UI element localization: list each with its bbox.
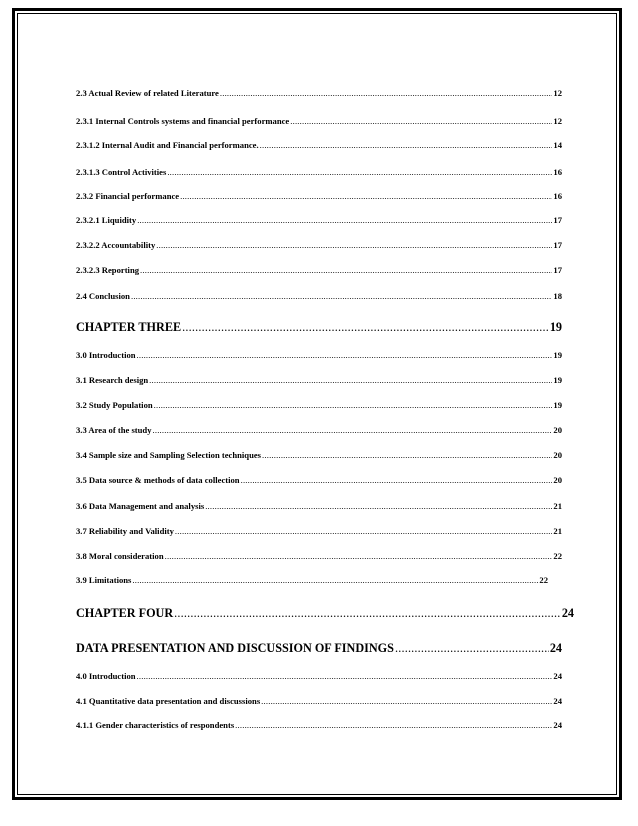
toc-entry-page: 16 bbox=[553, 167, 562, 177]
toc-entry-page: 21 bbox=[553, 501, 562, 511]
toc-entry-page: 19 bbox=[553, 350, 562, 360]
toc-entry-page: 24 bbox=[549, 641, 562, 655]
leader-dots bbox=[131, 291, 552, 301]
toc-entry-label: 3.2 Study Population bbox=[76, 400, 153, 410]
toc-entry-page: 21 bbox=[553, 526, 562, 536]
toc-entry-page: 22 bbox=[553, 551, 562, 561]
toc-entry-page: 24 bbox=[553, 671, 562, 681]
toc-chapter-heading bbox=[76, 606, 574, 621]
toc-entry bbox=[76, 575, 548, 585]
toc-entry bbox=[76, 215, 562, 225]
toc-entry-label: 2.4 Conclusion bbox=[76, 291, 130, 301]
leader-dots bbox=[154, 400, 553, 410]
leader-dots bbox=[167, 167, 552, 177]
leader-dots bbox=[260, 140, 553, 150]
leader-dots bbox=[137, 671, 553, 681]
toc-entry bbox=[76, 696, 562, 706]
leader-dots bbox=[205, 501, 552, 511]
toc-entry bbox=[76, 291, 562, 301]
toc-entry bbox=[76, 425, 562, 435]
toc-entry-page: 19 bbox=[553, 400, 562, 410]
leader-dots bbox=[241, 475, 553, 485]
toc-entry bbox=[76, 720, 562, 730]
toc-entry-label: 3.7 Reliability and Validity bbox=[76, 526, 174, 536]
toc-entry-label: 2.3.1.2 Internal Audit and Financial performance. bbox=[76, 140, 259, 150]
toc-entry bbox=[76, 191, 562, 201]
toc-chapter-heading bbox=[76, 641, 562, 656]
leader-dots bbox=[149, 375, 552, 385]
toc-entry bbox=[76, 501, 562, 511]
toc-entry bbox=[76, 265, 562, 275]
leader-dots bbox=[262, 450, 552, 460]
toc-entry bbox=[76, 88, 562, 98]
toc-entry-label: 3.6 Data Management and analysis bbox=[76, 501, 205, 511]
toc-entry-page: 20 bbox=[553, 475, 562, 485]
toc-entry-label: 2.3.2.1 Liquidity bbox=[76, 215, 137, 225]
leader-dots bbox=[165, 551, 553, 561]
leader-dots bbox=[290, 116, 552, 126]
toc-entry-label: 3.9 Limitations bbox=[76, 575, 132, 585]
toc-entry bbox=[76, 526, 562, 536]
leader-dots bbox=[235, 720, 552, 730]
toc-entry-page: 19 bbox=[549, 320, 562, 334]
leader-dots bbox=[220, 88, 553, 98]
leader-dots bbox=[261, 696, 552, 706]
toc-entry bbox=[76, 475, 562, 485]
toc-entry-page: 24 bbox=[553, 720, 562, 730]
toc-entry bbox=[76, 167, 562, 177]
toc-chapter-heading bbox=[76, 320, 562, 335]
toc-entry-label: CHAPTER FOUR bbox=[76, 606, 174, 620]
toc-entry-label: 2.3 Actual Review of related Literature bbox=[76, 88, 219, 98]
leader-dots bbox=[180, 191, 552, 201]
leader-dots bbox=[132, 575, 538, 585]
toc-entry-label: 2.3.1.3 Control Activities bbox=[76, 167, 167, 177]
leader-dots bbox=[175, 526, 553, 536]
toc-entry bbox=[76, 375, 562, 385]
toc-entry-page: 19 bbox=[553, 375, 562, 385]
toc-entry bbox=[76, 551, 562, 561]
toc-entry-page: 12 bbox=[553, 88, 562, 98]
toc-entry-page: 24 bbox=[561, 606, 574, 620]
toc-entry-label: 4.0 Introduction bbox=[76, 671, 136, 681]
toc-entry-page: 22 bbox=[539, 575, 548, 585]
toc-entry bbox=[76, 140, 562, 150]
leader-dots bbox=[137, 215, 552, 225]
toc-entry-label: 3.5 Data source & methods of data collection bbox=[76, 475, 240, 485]
toc-entry bbox=[76, 240, 562, 250]
toc-entry-page: 12 bbox=[553, 116, 562, 126]
toc-entry-label: 4.1 Quantitative data presentation and discussions bbox=[76, 696, 261, 706]
toc-entry-label: 2.3.2.3 Reporting bbox=[76, 265, 140, 275]
toc-entry bbox=[76, 450, 562, 460]
toc-entry bbox=[76, 350, 562, 360]
leader-dots bbox=[174, 606, 561, 621]
toc-entry-label: 3.8 Moral consideration bbox=[76, 551, 164, 561]
leader-dots bbox=[395, 641, 549, 656]
toc-entry-page: 17 bbox=[553, 240, 562, 250]
toc-entry-page: 18 bbox=[553, 291, 562, 301]
toc-entry-label: 3.1 Research design bbox=[76, 375, 149, 385]
leader-dots bbox=[153, 425, 553, 435]
leader-dots bbox=[182, 320, 549, 335]
toc-entry-label: 2.3.1 Internal Controls systems and financial performance bbox=[76, 116, 290, 126]
toc-entry-label: 2.3.2.2 Accountability bbox=[76, 240, 156, 250]
toc-entry-label: 4.1.1 Gender characteristics of respondents bbox=[76, 720, 235, 730]
toc-entry-page: 16 bbox=[553, 191, 562, 201]
toc-entry-page: 17 bbox=[553, 265, 562, 275]
toc-entry-label: 3.0 Introduction bbox=[76, 350, 136, 360]
toc-entry-label: DATA PRESENTATION AND DISCUSSION OF FINDINGS bbox=[76, 641, 394, 655]
toc-entry bbox=[76, 671, 562, 681]
toc-entry-label: CHAPTER THREE bbox=[76, 320, 182, 334]
toc-entry-label: 3.4 Sample size and Sampling Selection techniques bbox=[76, 450, 262, 460]
toc-entry bbox=[76, 400, 562, 410]
leader-dots bbox=[156, 240, 552, 250]
toc-entry-page: 20 bbox=[553, 450, 562, 460]
leader-dots bbox=[137, 350, 553, 360]
leader-dots bbox=[140, 265, 552, 275]
toc-entry-page: 20 bbox=[553, 425, 562, 435]
toc-entry-page: 14 bbox=[553, 140, 562, 150]
toc-entry-label: 3.3 Area of the study bbox=[76, 425, 152, 435]
toc-entry bbox=[76, 116, 562, 126]
toc-entry-label: 2.3.2 Financial performance bbox=[76, 191, 180, 201]
toc-entry-page: 17 bbox=[553, 215, 562, 225]
toc-entry-page: 24 bbox=[553, 696, 562, 706]
